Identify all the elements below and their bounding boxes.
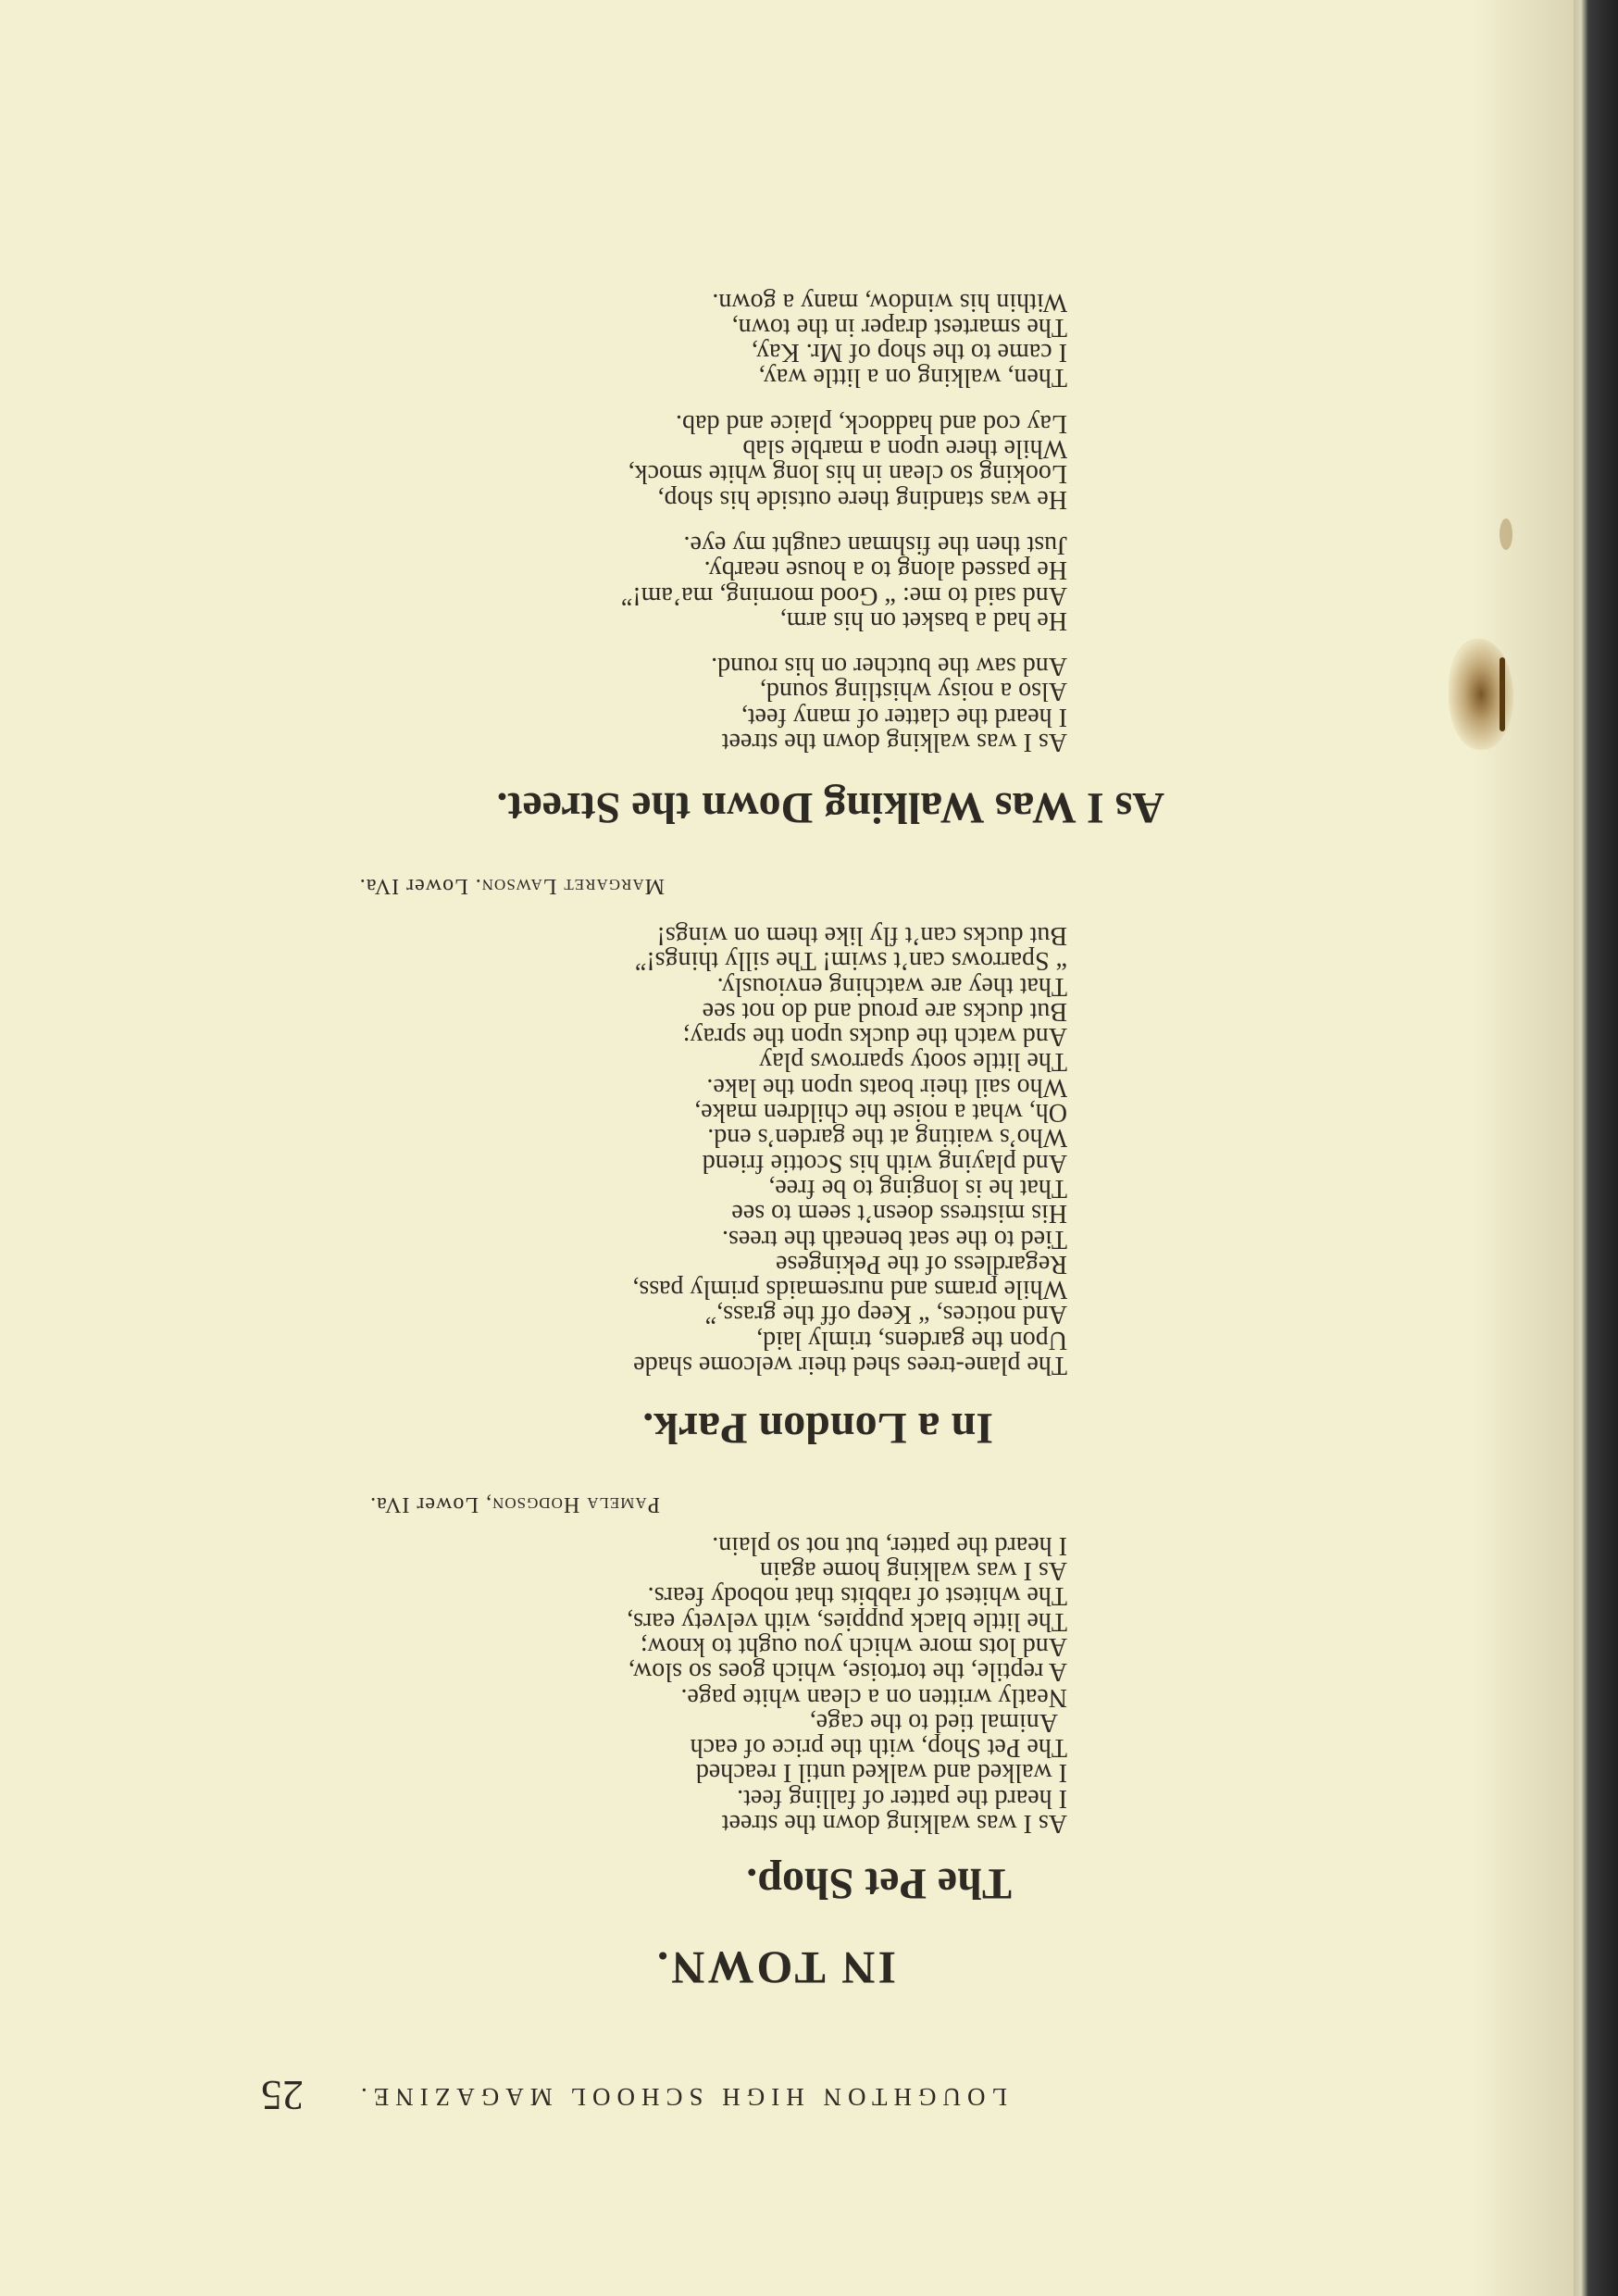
poem-title: The Pet Shop. [746,1859,1012,1908]
poem-line: The smartest draper in the town, [731,312,1067,342]
poem-line: As I was walking down the street [721,728,1067,756]
poem-title: In a London Park. [642,1404,993,1453]
poem-line: Lay cod and haddock, plaice and dab. [676,408,1067,438]
poem-line: As I was walking home again [759,1556,1067,1586]
stanza-gap [621,512,1067,532]
poem-line: Who’s waiting at the garden’s end. [707,1123,1067,1153]
poem-line: While prams and nursemaids primly pass, [632,1275,1067,1304]
poem-line: Within his window, many a gown. [712,287,1067,317]
poem-line: Just then the fishman caught my eye. [683,530,1067,559]
poem-line: The plane-trees shed their welcome shade [633,1351,1067,1379]
poem-line: And notices, “ Keep off the grass,” [704,1300,1067,1329]
poem-line: Then, walking on a little way, [758,363,1067,393]
poem-line: But ducks can’t fly like them on wings! [656,920,1067,950]
poem-line: The little sooty sparrows play [759,1047,1067,1077]
poem-line: Oh, what a noise the children make, [694,1098,1067,1128]
stanza-gap [621,390,1067,410]
poem-line: I heard the patter, but not so plain. [712,1530,1067,1560]
poem-line: And said to me: “ Good morning, ma’am!” [620,580,1067,610]
poem-line: And saw the butcher on his round. [711,652,1067,681]
form-name: Lower IVa. [369,1492,479,1516]
poem-line: His mistress doesn’t seem to see [731,1199,1067,1229]
page-number: 25 [261,2072,304,2119]
poem-attribution: Pamela Hodgson, Lower IVa. [369,1492,660,1516]
running-header [211,2072,1044,2119]
poem-line: And lots more which you ought to know; [640,1631,1067,1661]
poem-line: Animal tied to the cage, [809,1707,1058,1737]
poem-line: A reptile, the tortoise, which goes so slow, [628,1657,1067,1687]
poem-line: Who sail their boats upon the lake. [706,1072,1067,1102]
poem-line: I heard the clatter of many feet, [741,702,1067,731]
poem-line: And playing with his Scottie friend [702,1148,1067,1178]
poem-line: And watch the ducks upon the spray; [682,1022,1067,1052]
poem-body [627,1532,1067,1836]
section-title: IN TOWN. [653,1942,896,1994]
poem-line: Regardless of the Pekingese [776,1249,1067,1279]
poem-line: The little black puppies, with velvety ears, [627,1606,1067,1636]
poem-line: Also a noisy whistling sound, [759,677,1067,706]
poem-body [621,289,1067,755]
poem-line: That they are watching enviously. [716,971,1067,1001]
poem-line: He was standing there outside his shop, [657,484,1067,514]
author-name: Pamela Hodgson [492,1492,660,1516]
poem-line: I came to the shop of Mr. Kay, [751,338,1067,368]
poem-line: Looking so clean in his long white smock, [628,459,1067,489]
form-name: Lower IVa. [358,874,468,898]
poem-body [632,920,1067,1379]
poem-title: As I Was Walking Down the Street. [496,783,1164,832]
poem-line: Tied to the seat beneath the trees. [722,1224,1067,1254]
poem-line: That he is longing to be free, [768,1173,1067,1203]
poem-line: Neatly written on a clean white page. [680,1682,1067,1712]
poem-line: Upon the gardens, trimly laid, [756,1325,1067,1354]
poem-line: I heard the patter of falling feet. [737,1783,1067,1813]
poem-line: He passed along to a house nearby. [703,555,1067,585]
poem-line: The whitest of rabbits that nobody fears. [647,1581,1067,1611]
poem-line: But ducks are proud and do not see [702,996,1067,1026]
poem-attribution: Margaret Lawson. Lower IVa. [358,874,665,898]
magazine-title: LOUGHTON HIGH SCHOOL MAGAZINE. [355,2083,1007,2111]
poem-line: As I was walking down the street [721,1809,1067,1838]
poem-line: He had a basket on his arm, [779,605,1067,635]
stanza-gap [621,633,1067,654]
poem-line: I walked and walked until I reached [695,1758,1067,1788]
poem-line: The Pet Shop, with the price of each [690,1733,1067,1763]
poem-line: “ Sparrows can’t swim! The silly things!” [634,946,1067,976]
author-name: Margaret Lawson [480,874,665,898]
poem-line: While there upon a marble slab [742,434,1067,464]
